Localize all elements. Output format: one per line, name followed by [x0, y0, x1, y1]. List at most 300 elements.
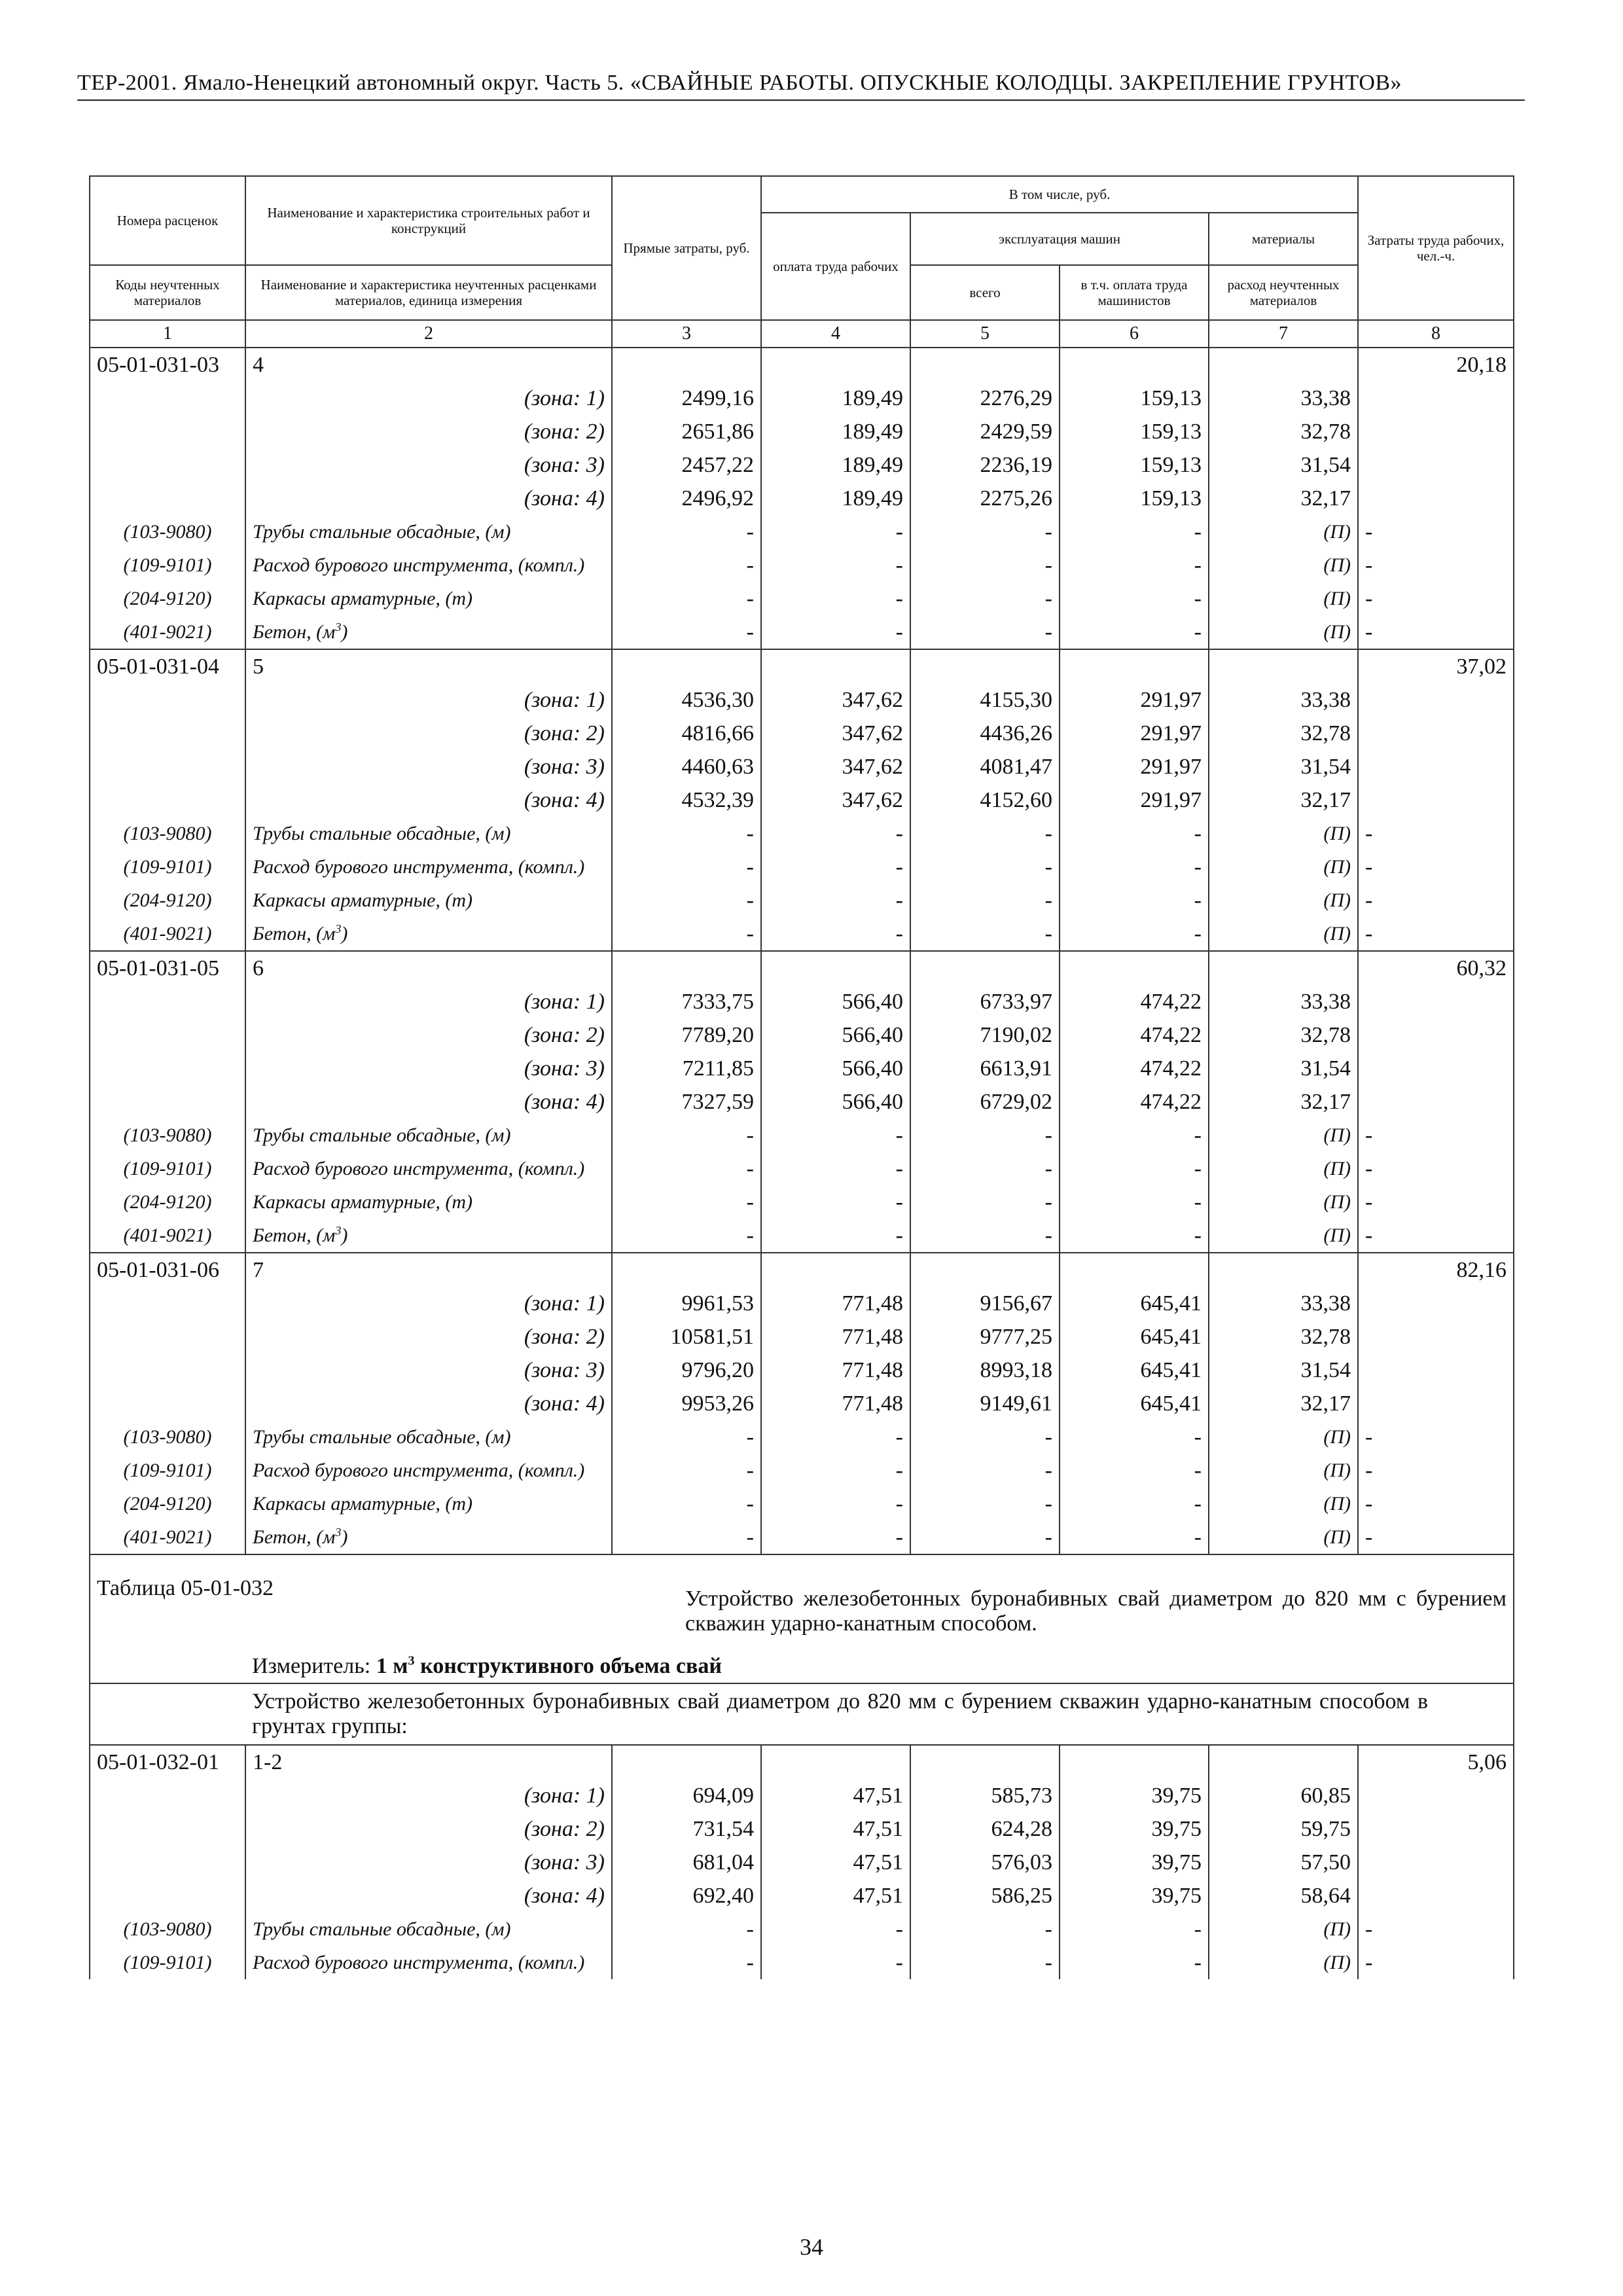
material-code: (204-9120) [90, 884, 245, 917]
dash-cell: - [910, 1420, 1060, 1454]
material-code: (103-9080) [90, 1912, 245, 1946]
p-mark: (П) [1209, 515, 1358, 548]
empty-cell [90, 1287, 245, 1320]
direct-cost: 7211,85 [612, 1052, 761, 1085]
material-name-text: Каркасы арматурные, (т) [253, 1191, 473, 1213]
dash-cell: - [612, 1219, 761, 1253]
direct-cost: 731,54 [612, 1812, 761, 1846]
dash-cell: - [761, 1185, 910, 1219]
dash-cell: - [1060, 884, 1209, 917]
dash-cell: - [761, 582, 910, 615]
material-code: (109-9101) [90, 1152, 245, 1185]
empty-cell [1358, 448, 1514, 482]
materials-cost: 59,75 [1209, 1812, 1358, 1846]
material-name [245, 1487, 612, 1520]
machines-total: 4152,60 [910, 783, 1060, 817]
worker-wages: 47,51 [761, 1812, 910, 1846]
empty-cell [90, 448, 245, 482]
material-name-text: Трубы стальные обсадные, (м) [253, 520, 511, 543]
material-name-text: Трубы стальные обсадные, (м) [253, 1918, 511, 1940]
empty-cell [1358, 415, 1514, 448]
dash-cell: - [1358, 1454, 1514, 1487]
dash-cell: - [1060, 1454, 1209, 1487]
dash-cell: - [761, 817, 910, 850]
material-name [245, 1454, 612, 1487]
machines-total: 6729,02 [910, 1085, 1060, 1119]
machinist-wages: 39,75 [1060, 1812, 1209, 1846]
material-name-text: Бетон, (м [253, 922, 336, 944]
dash-cell: - [1358, 1520, 1514, 1554]
dash-cell: - [910, 1487, 1060, 1520]
dash-cell: - [761, 1454, 910, 1487]
p-mark: (П) [1209, 884, 1358, 917]
materials-cost: 33,38 [1209, 985, 1358, 1018]
direct-cost: 2457,22 [612, 448, 761, 482]
empty-cell [910, 348, 1060, 382]
dash-cell: - [1358, 582, 1514, 615]
zone-label: (зона: 3) [245, 1846, 612, 1879]
machinist-wages: 474,22 [1060, 1052, 1209, 1085]
empty-cell [761, 1253, 910, 1287]
dash-cell: - [612, 1912, 761, 1946]
materials-cost: 32,78 [1209, 717, 1358, 750]
zone-label: (зона: 3) [245, 1354, 612, 1387]
p-mark: (П) [1209, 817, 1358, 850]
materials-cost: 31,54 [1209, 750, 1358, 783]
direct-cost: 7789,20 [612, 1018, 761, 1052]
material-name [245, 1420, 612, 1454]
material-row [90, 917, 1514, 951]
dash-cell: - [1358, 850, 1514, 884]
including-header: В том числе, руб. [761, 176, 1358, 213]
direct-cost: 4816,66 [612, 717, 761, 750]
dash-cell: - [1358, 817, 1514, 850]
empty-cell [1358, 1354, 1514, 1387]
rate-row [90, 649, 1514, 683]
empty-cell [1060, 348, 1209, 382]
empty-cell [1358, 1846, 1514, 1879]
subtitle-row [90, 1683, 1514, 1745]
dash-cell: - [1060, 515, 1209, 548]
material-code: (204-9120) [90, 582, 245, 615]
zone-label: (зона: 2) [245, 717, 612, 750]
p-mark: (П) [1209, 582, 1358, 615]
dash-cell: - [1060, 1912, 1209, 1946]
dash-cell: - [612, 1520, 761, 1554]
dash-cell: - [1060, 917, 1209, 951]
materials-cost: 58,64 [1209, 1879, 1358, 1912]
empty-cell [1358, 1387, 1514, 1420]
labor-cost: 60,32 [1358, 951, 1514, 985]
p-mark: (П) [1209, 850, 1358, 884]
machines-total: 2236,19 [910, 448, 1060, 482]
machinist-wages: 159,13 [1060, 415, 1209, 448]
empty-cell [90, 1018, 245, 1052]
p-mark: (П) [1209, 1420, 1358, 1454]
dash-cell: - [761, 548, 910, 582]
material-name-tail: ) [341, 620, 348, 643]
labor-cost-header: Затраты труда рабочих, чел.-ч. [1358, 176, 1514, 320]
page-header: ТЕР-2001. Ямало-Ненецкий автономный округ. Часть 5. «СВАЙНЫЕ РАБОТЫ. ОПУСКНЫЕ КОЛОДЦЫ. ЗАКРЕПЛЕНИЕ ГРУНТОВ» [77, 71, 1525, 101]
material-row [90, 1520, 1514, 1554]
dash-cell: - [1358, 1152, 1514, 1185]
machines-total: 9149,61 [910, 1387, 1060, 1420]
machines-total: 9777,25 [910, 1320, 1060, 1354]
material-code: (103-9080) [90, 1420, 245, 1454]
dash-cell: - [612, 850, 761, 884]
dash-cell: - [910, 850, 1060, 884]
dash-cell: - [761, 1420, 910, 1454]
material-name-text: Расход бурового инструмента, (компл.) [253, 1951, 585, 1973]
material-code: (401-9021) [90, 917, 245, 951]
zone-label: (зона: 3) [245, 750, 612, 783]
material-row [90, 817, 1514, 850]
empty-cell [910, 649, 1060, 683]
empty-cell [1060, 1253, 1209, 1287]
p-mark: (П) [1209, 615, 1358, 649]
materials-cost: 57,50 [1209, 1846, 1358, 1879]
machinist-wages: 159,13 [1060, 382, 1209, 415]
material-code: (401-9021) [90, 615, 245, 649]
dash-cell: - [761, 1520, 910, 1554]
empty-cell [1358, 1779, 1514, 1812]
zone-row [90, 1287, 1514, 1320]
direct-cost: 9961,53 [612, 1287, 761, 1320]
machinist-wages: 645,41 [1060, 1387, 1209, 1420]
zone-label: (зона: 2) [245, 1320, 612, 1354]
direct-cost: 681,04 [612, 1846, 761, 1879]
material-name-tail: ) [341, 1224, 348, 1246]
dash-cell: - [1358, 1119, 1514, 1152]
dash-cell: - [612, 515, 761, 548]
zone-label: (зона: 1) [245, 382, 612, 415]
empty-cell [761, 649, 910, 683]
dash-cell: - [1358, 1219, 1514, 1253]
material-row [90, 515, 1514, 548]
material-name [245, 884, 612, 917]
dash-cell: - [910, 515, 1060, 548]
machinist-wages: 159,13 [1060, 448, 1209, 482]
p-mark: (П) [1209, 1454, 1358, 1487]
material-name [245, 1185, 612, 1219]
material-row [90, 1487, 1514, 1520]
dash-cell: - [910, 1185, 1060, 1219]
dash-cell: - [761, 884, 910, 917]
material-name [245, 1152, 612, 1185]
group-subtitle: Устройство железобетонных буронабивных свай диаметром до 820 мм с бурением скважин ударно-канатным способом в грунтах группы: [245, 1683, 1514, 1745]
material-row [90, 1912, 1514, 1946]
zone-label: (зона: 4) [245, 1387, 612, 1420]
direct-cost: 9796,20 [612, 1354, 761, 1387]
material-code: (103-9080) [90, 817, 245, 850]
material-name [245, 1219, 612, 1253]
labor-cost: 20,18 [1358, 348, 1514, 382]
dash-cell: - [910, 884, 1060, 917]
empty-cell [1358, 1052, 1514, 1085]
empty-cell [90, 1879, 245, 1912]
zone-label: (зона: 4) [245, 783, 612, 817]
empty-cell [612, 1745, 761, 1779]
rate-name: 4 [245, 348, 612, 382]
worker-wages: 566,40 [761, 985, 910, 1018]
dash-cell: - [1358, 548, 1514, 582]
dash-cell: - [1060, 1520, 1209, 1554]
zone-row [90, 1846, 1514, 1879]
empty-cell [90, 1085, 245, 1119]
empty-cell [910, 951, 1060, 985]
machinist-wages: 291,97 [1060, 717, 1209, 750]
empty-cell [90, 750, 245, 783]
material-name [245, 850, 612, 884]
dash-cell: - [761, 917, 910, 951]
dash-cell: - [1060, 1119, 1209, 1152]
material-row [90, 1454, 1514, 1487]
zone-label: (зона: 4) [245, 1879, 612, 1912]
column-number: 4 [761, 320, 910, 348]
worker-wages: 189,49 [761, 482, 910, 515]
empty-cell [90, 1846, 245, 1879]
material-code: (109-9101) [90, 1454, 245, 1487]
direct-cost: 7333,75 [612, 985, 761, 1018]
p-mark: (П) [1209, 1152, 1358, 1185]
worker-wages: 189,49 [761, 415, 910, 448]
direct-cost: 692,40 [612, 1879, 761, 1912]
material-row [90, 1185, 1514, 1219]
worker-wages: 771,48 [761, 1387, 910, 1420]
zone-label: (зона: 1) [245, 1779, 612, 1812]
empty-cell [1358, 1812, 1514, 1846]
machines-total: 585,73 [910, 1779, 1060, 1812]
worker-wages: 771,48 [761, 1287, 910, 1320]
rate-code: 05-01-031-05 [90, 951, 245, 985]
zone-row [90, 382, 1514, 415]
superscript: 3 [335, 620, 342, 634]
machinist-wages: 291,97 [1060, 783, 1209, 817]
empty-cell [1358, 985, 1514, 1018]
material-name [245, 615, 612, 649]
zone-label: (зона: 2) [245, 1812, 612, 1846]
material-row [90, 1420, 1514, 1454]
measure-unit-bold: 1 м [376, 1653, 408, 1678]
empty-cell [90, 985, 245, 1018]
zone-row [90, 1052, 1514, 1085]
page-number: 34 [800, 2234, 823, 2260]
dash-cell: - [1060, 1946, 1209, 1979]
empty-cell [90, 683, 245, 717]
material-row [90, 1219, 1514, 1253]
machines-total: 576,03 [910, 1846, 1060, 1879]
worker-wages: 566,40 [761, 1018, 910, 1052]
materials-cost: 31,54 [1209, 1052, 1358, 1085]
material-code: (109-9101) [90, 548, 245, 582]
machinist-wages: 645,41 [1060, 1287, 1209, 1320]
worker-wages: 47,51 [761, 1879, 910, 1912]
worker-wages: 771,48 [761, 1354, 910, 1387]
empty-cell [1358, 382, 1514, 415]
empty-cell [90, 1320, 245, 1354]
materials-cost: 32,17 [1209, 1387, 1358, 1420]
dash-cell: - [1060, 817, 1209, 850]
material-name-text: Бетон, (м [253, 1526, 336, 1548]
worker-wages: 47,51 [761, 1846, 910, 1879]
machinist-wages: 39,75 [1060, 1779, 1209, 1812]
p-mark: (П) [1209, 917, 1358, 951]
material-name-text: Расход бурового инструмента, (компл.) [253, 1459, 585, 1481]
dash-cell: - [612, 884, 761, 917]
dash-cell: - [1358, 1185, 1514, 1219]
zone-label: (зона: 1) [245, 683, 612, 717]
dash-cell: - [1060, 548, 1209, 582]
empty-cell [1209, 649, 1358, 683]
rates-table-body [90, 348, 1514, 1979]
material-name-text: Каркасы арматурные, (т) [253, 1492, 473, 1515]
dash-cell: - [612, 1487, 761, 1520]
materials-cost: 32,17 [1209, 783, 1358, 817]
rate-code: 05-01-031-04 [90, 649, 245, 683]
dash-cell: - [1060, 1152, 1209, 1185]
zone-label: (зона: 1) [245, 1287, 612, 1320]
direct-cost: 7327,59 [612, 1085, 761, 1119]
material-name-text: Расход бурового инструмента, (компл.) [253, 1157, 585, 1179]
material-name-text: Расход бурового инструмента, (компл.) [253, 554, 585, 576]
rate-row [90, 1253, 1514, 1287]
column-number: 5 [910, 320, 1060, 348]
rate-row [90, 951, 1514, 985]
worker-wages: 771,48 [761, 1320, 910, 1354]
dash-cell: - [910, 582, 1060, 615]
dash-cell: - [761, 1946, 910, 1979]
worker-wages: 347,62 [761, 683, 910, 717]
dash-cell: - [910, 1912, 1060, 1946]
worker-wages: 189,49 [761, 382, 910, 415]
machinist-wages: 291,97 [1060, 683, 1209, 717]
machines-total: 6733,97 [910, 985, 1060, 1018]
empty-cell [612, 348, 761, 382]
dash-cell: - [612, 917, 761, 951]
material-code: (103-9080) [90, 1119, 245, 1152]
zone-row [90, 750, 1514, 783]
dash-cell: - [910, 1219, 1060, 1253]
empty-cell [90, 1779, 245, 1812]
zone-row [90, 482, 1514, 515]
dash-cell: - [1060, 1185, 1209, 1219]
p-mark: (П) [1209, 1912, 1358, 1946]
dash-cell: - [1358, 515, 1514, 548]
material-row [90, 1946, 1514, 1979]
column-number: 6 [1060, 320, 1209, 348]
empty-cell [90, 415, 245, 448]
empty-cell [1060, 1745, 1209, 1779]
machinist-wages: 474,22 [1060, 1085, 1209, 1119]
machinist-wages: 645,41 [1060, 1320, 1209, 1354]
p-mark: (П) [1209, 1946, 1358, 1979]
dash-cell: - [1060, 582, 1209, 615]
col2-bottom-header: Наименование и характеристика неучтенных расценками материалов, единица измерения [245, 265, 612, 320]
zone-row [90, 1779, 1514, 1812]
worker-wages: 347,62 [761, 750, 910, 783]
rate-row [90, 1745, 1514, 1779]
empty-cell [761, 348, 910, 382]
machines-total: 9156,67 [910, 1287, 1060, 1320]
worker-wages: 47,51 [761, 1779, 910, 1812]
dash-cell: - [1060, 615, 1209, 649]
measure-prefix: Измеритель: [252, 1653, 376, 1678]
material-code: (103-9080) [90, 515, 245, 548]
machinist-wages: 159,13 [1060, 482, 1209, 515]
material-name-tail: ) [341, 1526, 348, 1548]
direct-cost: 694,09 [612, 1779, 761, 1812]
dash-cell: - [761, 615, 910, 649]
zone-row [90, 1354, 1514, 1387]
measure-unit [245, 1649, 1514, 1683]
machines-total: 8993,18 [910, 1354, 1060, 1387]
machines-total: 4436,26 [910, 717, 1060, 750]
material-name-text: Каркасы арматурные, (т) [253, 889, 473, 911]
dash-cell: - [612, 1119, 761, 1152]
dash-cell: - [910, 917, 1060, 951]
material-row [90, 615, 1514, 649]
materials-cost: 33,38 [1209, 382, 1358, 415]
material-name [245, 548, 612, 582]
rate-code: 05-01-031-03 [90, 348, 245, 382]
material-name [245, 817, 612, 850]
material-name-text: Каркасы арматурные, (т) [253, 587, 473, 609]
worker-wages: 347,62 [761, 717, 910, 750]
zone-row [90, 1018, 1514, 1052]
direct-cost: 4536,30 [612, 683, 761, 717]
dash-cell: - [761, 1487, 910, 1520]
zone-label: (зона: 2) [245, 415, 612, 448]
zone-label: (зона: 3) [245, 1052, 612, 1085]
p-mark: (П) [1209, 1185, 1358, 1219]
material-name-text: Трубы стальные обсадные, (м) [253, 1426, 511, 1448]
machines-total: 2275,26 [910, 482, 1060, 515]
rate-name: 6 [245, 951, 612, 985]
zone-label: (зона: 4) [245, 482, 612, 515]
machines-total: 2276,29 [910, 382, 1060, 415]
zone-label: (зона: 2) [245, 1018, 612, 1052]
dash-cell: - [1358, 1946, 1514, 1979]
dash-cell: - [1358, 1487, 1514, 1520]
dash-cell: - [910, 1454, 1060, 1487]
direct-cost-header: Прямые затраты, руб. [612, 176, 761, 320]
machines-total: 6613,91 [910, 1052, 1060, 1085]
machines-total: 2429,59 [910, 415, 1060, 448]
labor-cost: 82,16 [1358, 1253, 1514, 1287]
superscript: 3 [408, 1653, 415, 1668]
empty-cell [90, 382, 245, 415]
machinist-wages-header: в т.ч. оплата труда машинистов [1060, 265, 1209, 320]
material-name-text: Расход бурового инструмента, (компл.) [253, 855, 585, 878]
material-name-text: Бетон, (м [253, 1224, 336, 1246]
direct-cost: 4532,39 [612, 783, 761, 817]
col1-bottom-header: Коды неучтенных материалов [90, 265, 245, 320]
machinist-wages: 474,22 [1060, 1018, 1209, 1052]
p-mark: (П) [1209, 1219, 1358, 1253]
material-name-text: Бетон, (м [253, 620, 336, 643]
material-code: (204-9120) [90, 1185, 245, 1219]
material-row [90, 1119, 1514, 1152]
material-code: (401-9021) [90, 1219, 245, 1253]
materials-cost: 32,78 [1209, 1018, 1358, 1052]
empty-cell [90, 1052, 245, 1085]
dash-cell: - [612, 548, 761, 582]
machinist-wages: 474,22 [1060, 985, 1209, 1018]
dash-cell: - [612, 1152, 761, 1185]
zone-row [90, 985, 1514, 1018]
dash-cell: - [761, 850, 910, 884]
materials-cost: 32,17 [1209, 482, 1358, 515]
